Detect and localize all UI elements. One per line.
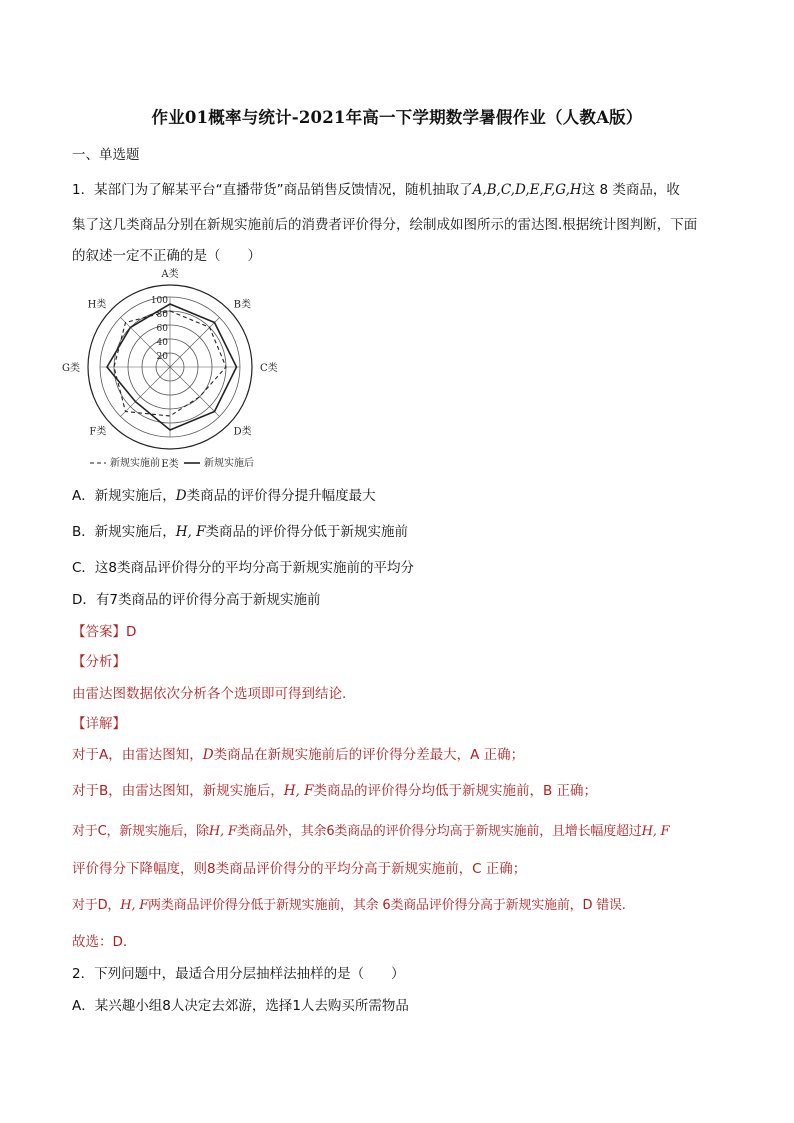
radar-category-label: F类 [89,426,107,438]
radar-spoke [170,367,219,416]
q2-option-a[interactable]: A．某兴趣小组8人决定去郊游，选择1人去购买所需物品 [72,998,409,1014]
detail-d-text-end: 两类商品评价得分低于新规实施前，其余 6类商品评价得分高于新规实施前，D 错误. [148,898,626,913]
radar-spoke [170,318,219,367]
analysis-label: 【分析】 [72,654,126,670]
radar-tick-label: 60 [156,324,168,334]
detail-a [72,745,524,765]
radar-category-label: C类 [260,363,278,374]
q2-stem: 2．下列问题中，最适合用分层抽样法抽样的是（ ） [72,966,405,982]
answer-line [72,622,136,642]
detail-b [72,781,597,801]
q1-option-c[interactable]: C．这8类商品评价得分的平均分高于新规实施前的平均分 [72,560,415,576]
detail-c-text-mid: 类商品外，其余6类商品的评价得分均高于新规实施前，且增长幅度超过 [236,824,642,839]
page-title: 作业01概率与统计-2021年高一下学期数学暑假作业（人教A版） [151,108,643,127]
detail-c-math: H, F [208,824,237,839]
radar-category-label: B类 [233,299,251,311]
answer-value: D [126,624,137,640]
detail-c-text: 对于C，新规实施后，除 [72,824,209,839]
detail-a-math: D [202,747,214,763]
q1-stem-text: 1．某部门为了解某平台“直播带货”商品销售反馈情况，随机抽取了 [72,182,473,198]
option-b-text: B．新规实施后， [72,524,176,540]
option-a-math: D [175,488,187,504]
q1-stem-math: A,B,C,D,E,F,G,H [472,182,582,198]
detail-label: 【详解】 [72,716,126,732]
q1-option-b[interactable] [72,522,408,542]
detail-d [72,896,626,916]
analysis-text: 由雷达图数据依次分析各个选项即可得到结论. [72,686,347,702]
q1-option-a[interactable] [72,486,376,506]
legend-label-before: 新规实施前 [110,458,160,469]
detail-c-line2: 评价得分下降幅度，则8类商品评价得分的平均分高于新规实施前，C 正确； [72,861,527,877]
conclusion: 故选：D. [72,934,128,950]
detail-b-math: H, F [283,783,314,799]
detail-b-text: 对于B，由雷达图知，新规实施后， [72,783,284,799]
radar-svg [62,269,284,476]
q1-stem-line1 [72,180,680,200]
detail-b-text-end: 类商品的评价得分均低于新规实施前，B 正确； [313,783,598,799]
detail-d-math: H, F [120,898,149,913]
radar-tick-label: 40 [156,338,168,348]
radar-tick-label: 80 [156,310,168,320]
radar-tick-label: 20 [156,352,168,362]
radar-category-label: G类 [62,363,80,374]
detail-a-text-end: 类商品在新规实施前后的评价得分差最大，A 正确； [213,747,525,763]
answer-label: 【答案】 [72,624,126,640]
detail-c-math2: H, F [641,824,670,839]
radar-tick-label: 100 [150,296,168,306]
option-a-text-end: 类商品的评价得分提升幅度最大 [186,488,376,504]
option-a-text: A．新规实施后， [72,488,176,504]
radar-category-label: A类 [161,269,179,280]
legend-label-after: 新规实施后 [204,458,254,469]
radar-category-label: E类 [161,459,179,470]
radar-category-label: H类 [87,299,107,311]
option-b-text-end: 类商品的评价得分低于新规实施前 [205,524,408,540]
q1-stem-text-end: 这 8 类商品，收 [581,182,680,198]
section-heading: 一、单选题 [72,147,140,163]
detail-a-text: 对于A，由雷达图知， [72,747,203,763]
detail-d-text: 对于D， [72,898,121,913]
q1-stem-line2: 集了这几类商品分别在新规实施前后的消费者评价得分，绘制成如图所示的雷达图.根据统计图判断，下面 [72,217,698,233]
q1-option-d[interactable]: D．有7类商品的评价得分高于新规实施前 [72,592,321,608]
detail-c-line1 [72,822,669,842]
option-b-math: H, F [175,524,206,540]
radar-chart [62,269,284,476]
radar-category-label: D类 [233,426,252,438]
q1-stem-line3: 的叙述一定不正确的是（ ） [72,248,261,264]
